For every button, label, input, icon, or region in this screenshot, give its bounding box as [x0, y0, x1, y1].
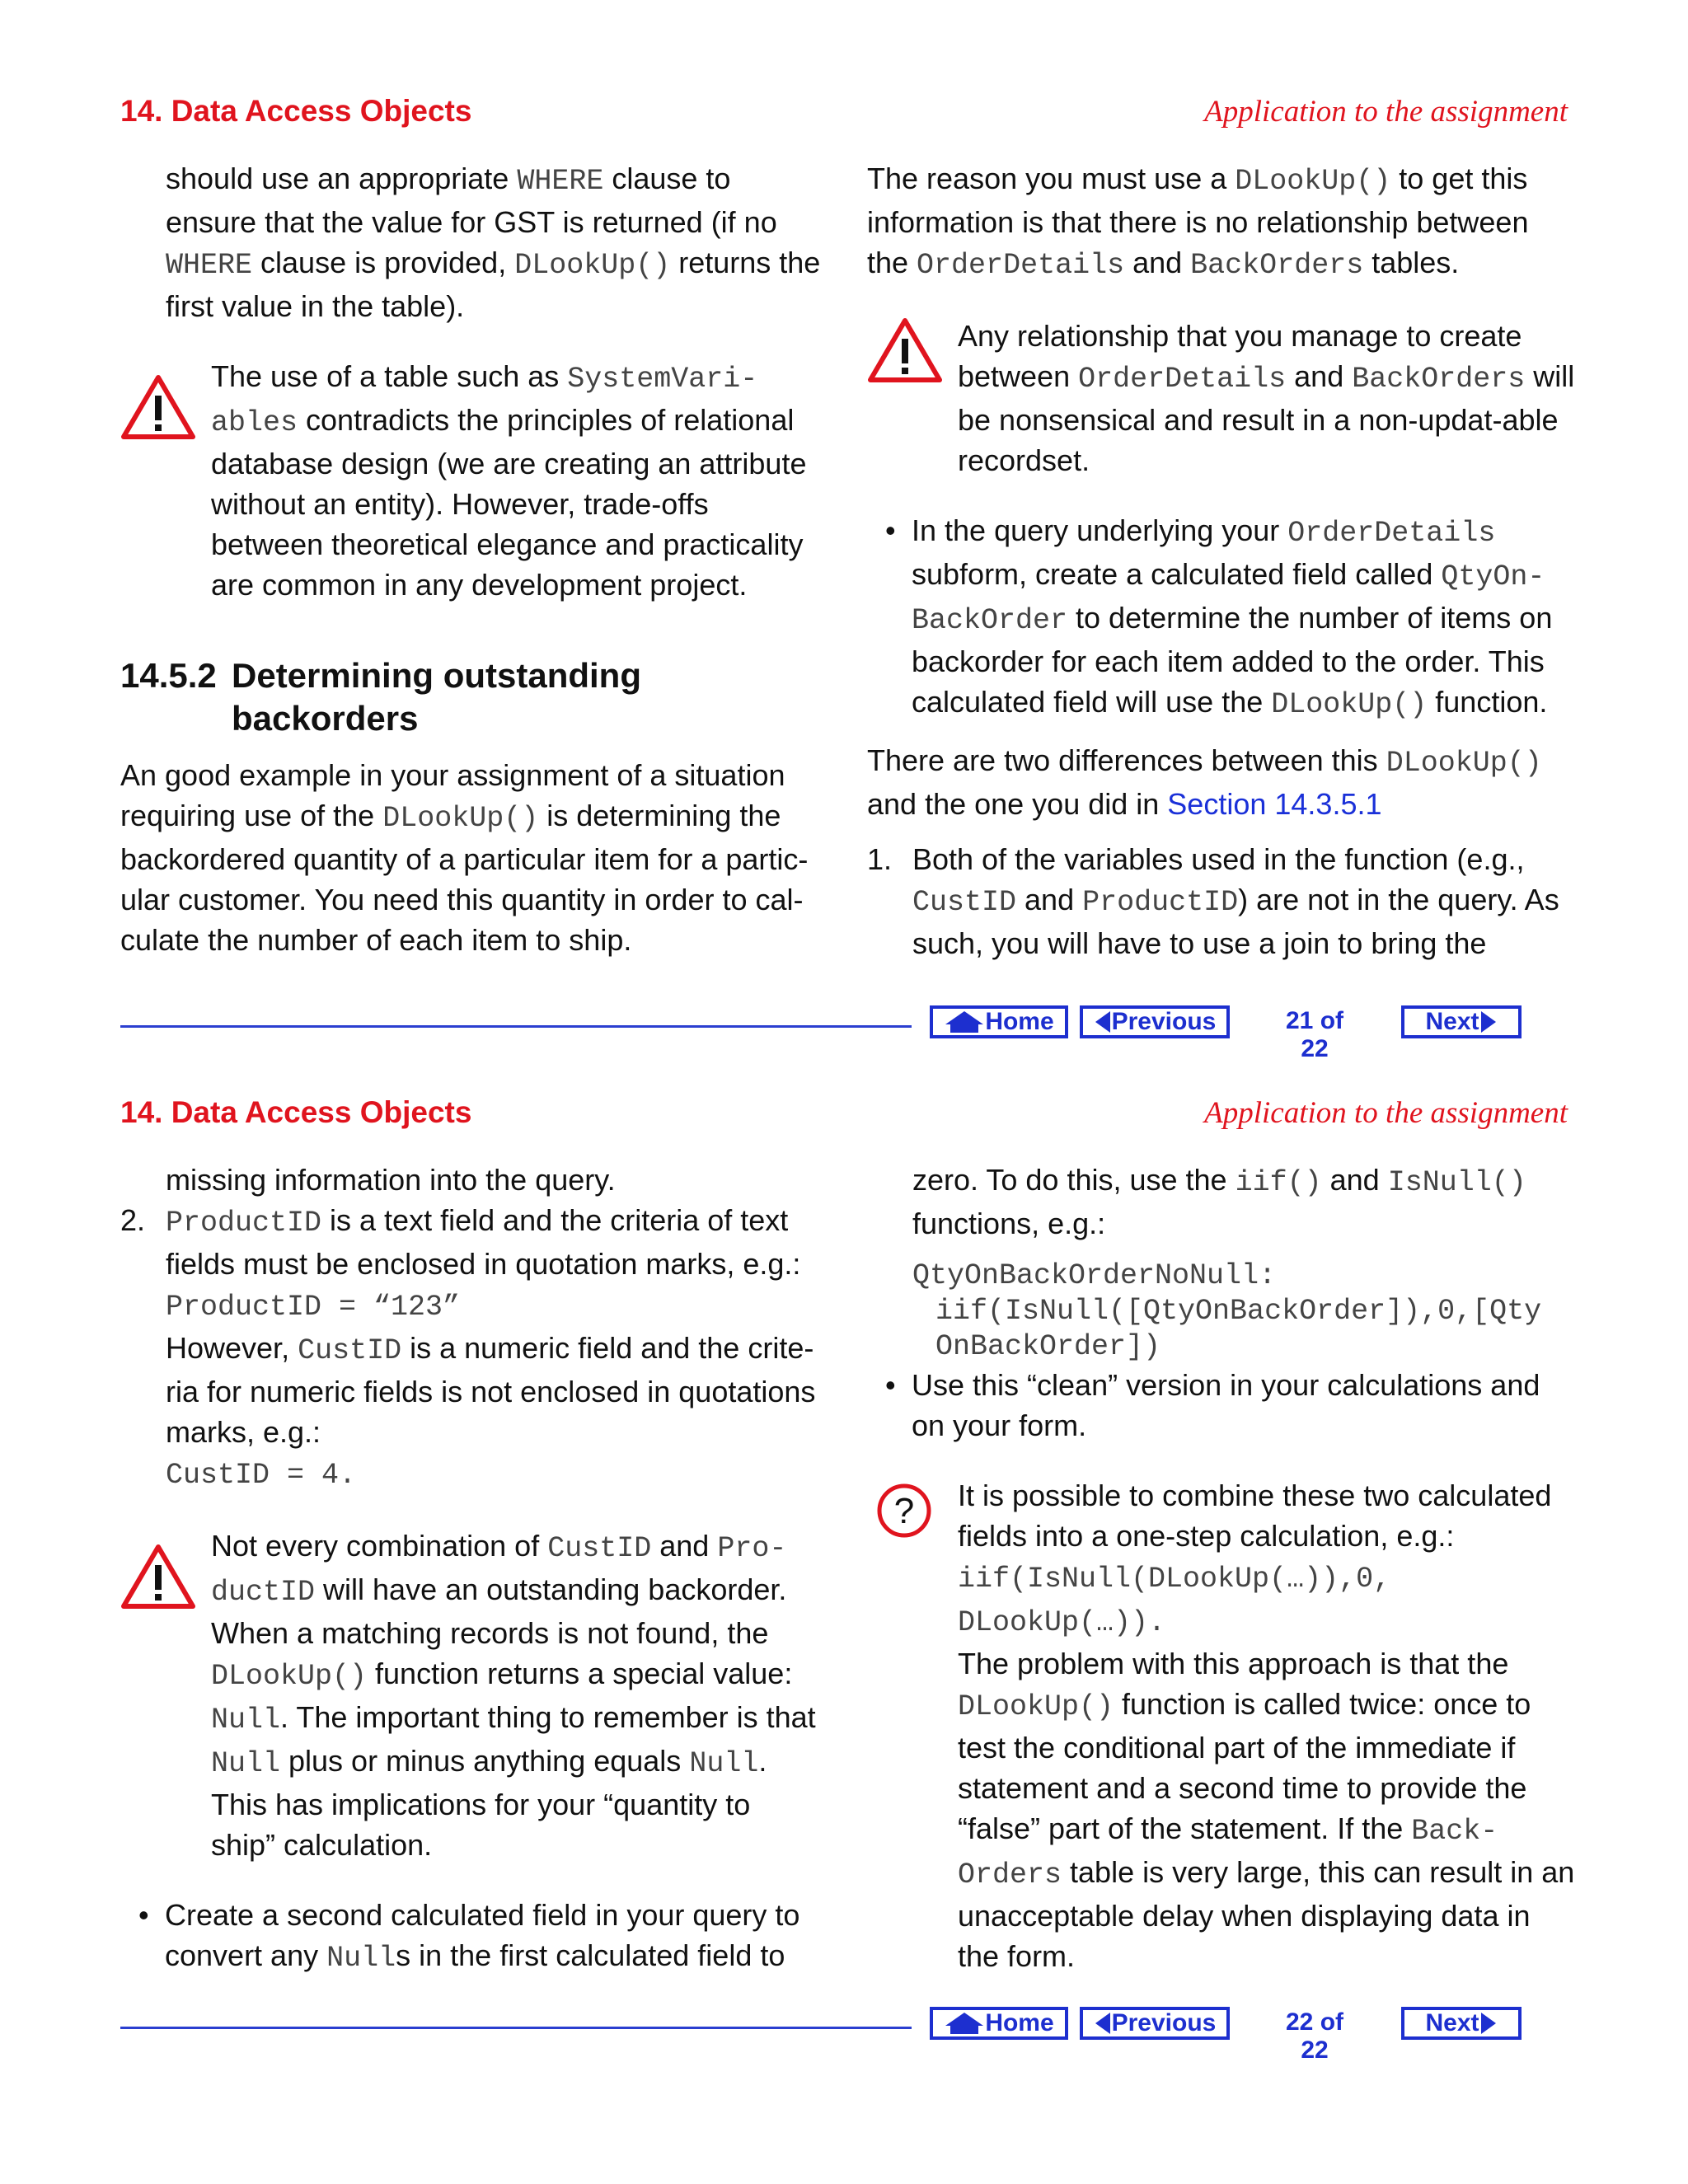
code-sample: iif(IsNull(DLookUp(…)),0, DLookUp(…)). [958, 1563, 1391, 1639]
warning-text: Not every combination of CustID and Pro-ductID will have an outstanding backorder. When a matching records is not found, the DLookUp() function returns a special value: Null. The important thing to remember is that Null plus or minus anything equals Null. This has implications for your “quantity to ship” calculation. [211, 1529, 816, 1862]
paragraph: zero. To do this, use the iif() and IsNull() functions, e.g.: [912, 1163, 1526, 1240]
question-circle-icon [867, 1475, 958, 1549]
list-item: • Create a second calculated field in your query to convert any Nulls in the first calculated field to [138, 1895, 821, 1979]
warning-text: Any relationship that you manage to create between OrderDetails and BackOrders will be nonsensical and result in a non-updat-able recordset. [958, 319, 1575, 477]
next-button[interactable]: Next [1401, 1005, 1522, 1038]
tip-note [867, 1475, 1576, 1976]
page-22 [0, 1001, 1688, 2093]
code-block: QtyOnBackOrderNoNull: iif(IsNull([QtyOnBackOrder]),0,[Qty OnBackOrder]) [912, 1259, 1542, 1363]
list-item: 2. ProductID is a text field and the criteria of text fields must be enclosed in quotation marks, e.g.: ProductID = “123” However, CustID is a numeric field and the crite-ria for numeric fields is not enclosed in quotations marks, e.g.: CustID = 4. [120, 1203, 816, 1492]
previous-button[interactable]: Previous [1080, 2007, 1230, 2040]
right-column [867, 1160, 1576, 1976]
footer-divider [120, 2027, 912, 2029]
warning-note [867, 316, 1576, 480]
section-title: Application to the assignment [1204, 1096, 1568, 1130]
left-column [120, 158, 821, 960]
warning-triangle-icon [867, 316, 958, 393]
paragraph: The reason you must use a DLookUp() to get this information is that there is no relationship between the OrderDetails and BackOrders tables. [867, 162, 1529, 282]
list-item: • In the query underlying your OrderDetails subform, create a calculated field called QtyOn-BackOrder to determine the number of items on backorder for each item added to the order. This calculated field will use the DLookUp() function. [885, 510, 1576, 725]
left-column [120, 1160, 821, 1979]
bullet-icon: • [885, 1368, 896, 1402]
page-number: 22 of 22 [1285, 2008, 1344, 2064]
warning-text: The use of a table such as SystemVari-ables contradicts the principles of relational database design (we are creating an attribute without an entity). However, trade-offs between theoretical elegance and practicality are common in any development project. [211, 359, 807, 602]
list-item: 1. Both of the variables used in the function (e.g., CustID and ProductID) are not in the query. As such, you will have to use a join to bring the [867, 842, 1559, 960]
home-button[interactable]: Home [930, 1005, 1068, 1038]
home-button[interactable]: Home [930, 2007, 1068, 2040]
bullet-icon: • [138, 1898, 149, 1932]
chapter-title: 14. Data Access Objects [120, 94, 472, 128]
paragraph: should use an appropriate WHERE clause to ensure that the value for GST is returned (if no WHERE clause is provided, DLookUp() returns the first value in the table). [166, 162, 821, 323]
paragraph: There are two differences between this DLookUp() and the one you did in Section 14.3.5.1 [867, 743, 1542, 821]
warning-triangle-icon [120, 1526, 211, 1619]
next-button[interactable]: Next [1401, 2007, 1522, 2040]
code-sample: ProductID = “123” [166, 1291, 461, 1324]
right-column [867, 158, 1576, 963]
warning-note [120, 1526, 821, 1865]
arrow-left-icon [1094, 2011, 1112, 2036]
bullet-icon: • [885, 513, 896, 547]
paragraph: An good example in your assignment of a situation requiring use of the DLookUp() is determining the backordered quantity of a particular item for a partic-ular customer. You need this quantity in order to cal-culate the number of each item to ship. [120, 758, 809, 957]
svg-text:?: ? [893, 1491, 915, 1531]
page-number: 21 of 22 [1285, 1007, 1344, 1062]
code-sample: CustID = 4. [166, 1459, 357, 1492]
home-icon [944, 2011, 985, 2036]
section-title: Application to the assignment [1204, 95, 1568, 129]
previous-button[interactable]: Previous [1080, 1005, 1230, 1038]
page-footer [0, 2002, 1688, 2064]
list-item: • Use this “clean” version in your calculations and on your form. [885, 1365, 1576, 1446]
paragraph: missing information into the query. [166, 1163, 616, 1197]
tip-text: It is possible to combine these two calculated fields into a one-step calculation, e.g.: iif(IsNull(DLookUp(…)),0, DLookUp(…)). The problem with this approach is that the DLookUp() function is called twice: once to test the conditional part of the immediate if statement and a second time to provide the “false” part of the statement. If the Back-Orders table is very large, this can result in an unacceptable delay when displaying data in the form. [958, 1479, 1575, 1973]
arrow-right-icon [1479, 2011, 1498, 2036]
warning-note [120, 356, 821, 605]
section-link[interactable]: Section 14.3.5.1 [1167, 787, 1382, 821]
section-heading: 14.5.2 Determining outstanding backorders [120, 656, 641, 738]
chapter-title: 14. Data Access Objects [120, 1095, 472, 1129]
warning-triangle-icon [120, 356, 211, 450]
